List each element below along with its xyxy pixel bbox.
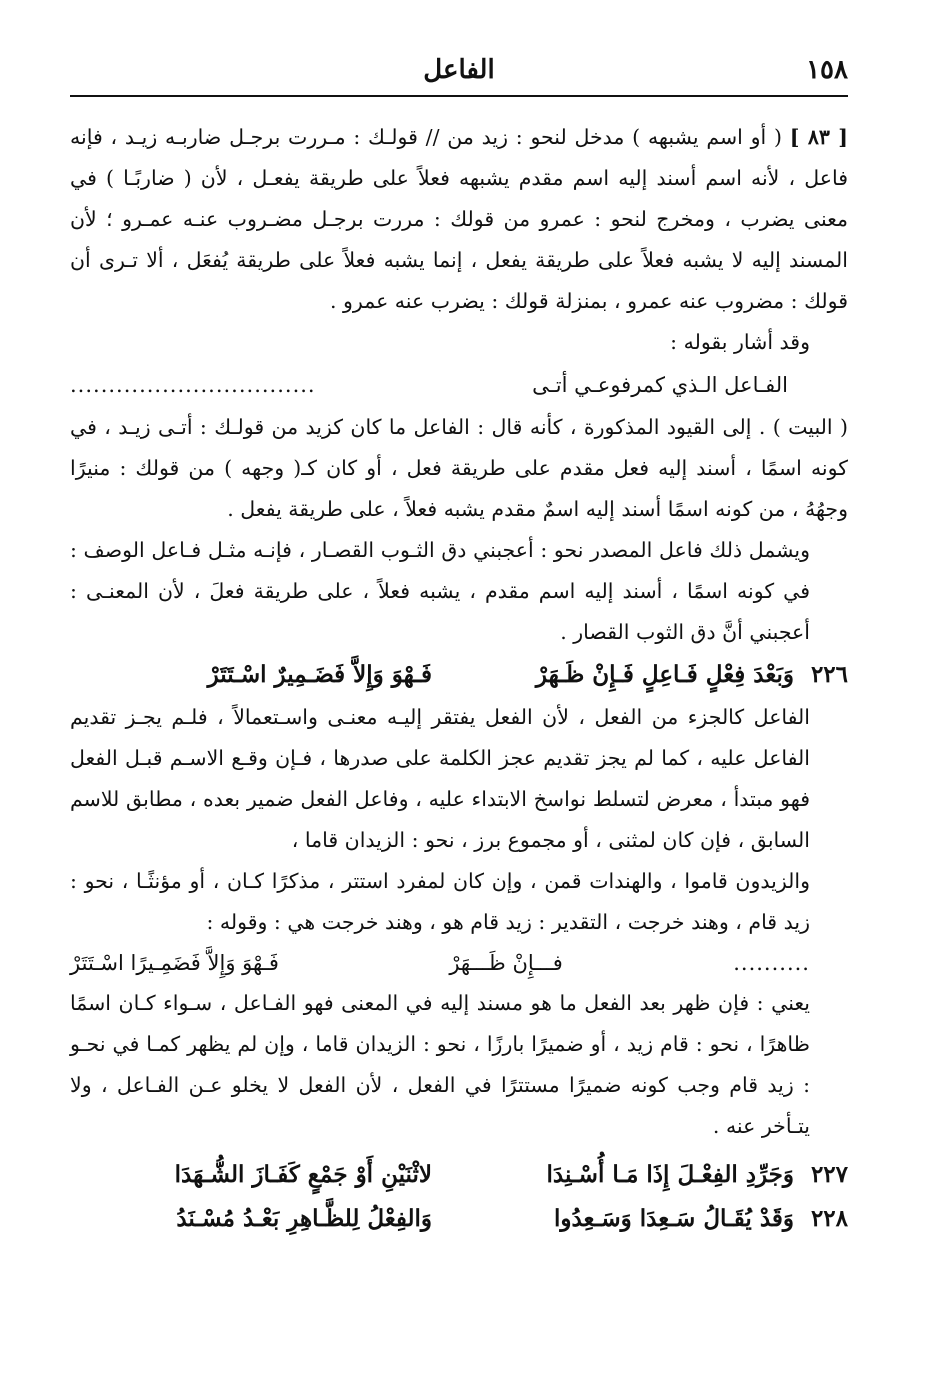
verse-second-hemistich: وَالفِعْلُ لِلظَّـاهِرِ بَعْـدُ مُسْـنَدُ <box>176 1205 432 1232</box>
verse-first-hemistich: وَقَدْ يُقَـالُ سَـعِدَا وَسَـعِدُوا <box>553 1205 794 1232</box>
verse-227 <box>70 1153 848 1197</box>
running-title: الفاعل <box>423 55 495 85</box>
verse-number: ٢٢٦ <box>810 661 848 688</box>
paragraph-explanation: ( البيت ) . إلى القيود المذكورة ، كأنه قال : الفاعل ما كان كزيد من قولـك : أتـى زيـد ، في كونه اسمًا ، أسند إليه فعل مقدم على طريقة فعل ، أو كان كـ( وجهه ) من قولك : منيرًا وجهُهُ ، من كونه اسمًا أسند إليه اسمٌ مقدم يشبه فعلاً ، على طريقة يفعل . <box>70 415 848 521</box>
paragraph-text: ( أو اسم يشبهه ) مدخل لنحو : زيد من // قولـك : مـررت برجـل ضاربـه زيـد ، فإنه فاعل ، لأنه اسم أسند إليه اسم مقدم يشبهه فعلاً على طريقة يفعـل ، لأن ( ضاربًـا ) في معنى يضرب ، ومخرج لنحو : عمرو من قولك : مررت برجـل مضـروب عنـه عمـرو ؛ لأن المسند إليه لا يشبه فعلاً على طريقة يفعل ، إنما يشبه فعلاً على طريقة يُفعَل ، ألا تـرى أن قولك : مضروب عنه عمرو ، بمنزلة قولك : يضرب عنه عمرو . <box>70 125 848 313</box>
quoted-verse-fa3il <box>70 363 848 407</box>
verse-second-hemistich: لاثْنَيْنِ أَوْ جَمْعٍ كَفَـازَ الشُّـهَدَا <box>174 1161 432 1188</box>
quoted-hemistich-second: فَـهْوَ وَإِلاَّ فَضَمِـيرًا اسْـتَتَرْ <box>70 951 279 975</box>
paragraph-fa3il-juz: الفاعل كالجزء من الفعل ، لأن الفعل يفتقر إليـه معنـى واسـتعمالاً ، فلـم يجـز تقديم الفاعل عليه ، كما لم يجز تقديم عجز الكلمة على صدرها ، فـإن وقـع الاسـم قبـل الفعل فهو مبتدأ ، معرض لتسلط نواسخ الابتداء عليه ، وفاعل الفعل ضمير بعده ، مطابق للاسم السابق ، فإن كان لمثنى ، أو مجموع برز ، نحو : الزيدان قاما ، <box>70 705 810 852</box>
ellipsis-dots: ................................ <box>70 373 316 397</box>
footnote-reference: [ ٨٣ ] <box>789 125 848 149</box>
ellipsis-dots: .......... <box>733 951 810 975</box>
body-text <box>70 117 848 1241</box>
paragraph-83 <box>70 117 848 322</box>
paragraph-intro-quote: وقد أشار بقوله : <box>670 330 810 354</box>
quoted-hemistich: الفـاعل الـذي كمرفوعـي أتـى <box>532 373 788 397</box>
verse-226 <box>70 653 848 697</box>
quoted-verse-fa-in-zahar <box>70 943 848 983</box>
verse-second-hemistich: فَـهْوَ وَإِلاَّ فَضَـمِيرٌ اسْـتَتَرْ <box>207 661 432 688</box>
quoted-hemistich-first: فـــإِنْ ظَـــهَرْ <box>449 951 563 975</box>
paragraph-masdar: ويشمل ذلك فاعل المصدر نحو : أعجبني دق الثـوب القصـار ، فإنـه مثـل فـاعل الوصف : في كونه اسمًا ، أسند إليه اسم مقدم ، يشبه فعلاً ، على طريقة فعلَ ، لأن المعنـى : أعجبني أنَّ دق الثوب القصار . <box>70 538 810 644</box>
verse-first-hemistich: وَبَعْدَ فِعْلٍ فَـاعِلٍ فَـإِنْ ظَـهَرْ <box>535 661 794 688</box>
page-number: ١٥٨ <box>806 55 848 85</box>
verse-number: ٢٢٧ <box>810 1161 848 1188</box>
paragraph-zaydun: والزيدون قاموا ، والهندات قمن ، وإن كان لمفرد استتر ، مذكرًا كـان ، أو مؤنثًـا ، نحو : زيد قام ، وهند خرجت ، التقدير : زيد قام هو ، وهند خرجت هي : وقوله : <box>70 869 810 934</box>
verse-first-hemistich: وَجَرِّدِ الفِعْـلَ إِذَا مَـا أُسْـنِدَا <box>546 1161 794 1188</box>
verse-number: ٢٢٨ <box>810 1205 848 1232</box>
book-page <box>70 55 848 1241</box>
verse-228 <box>70 1197 848 1241</box>
page-header <box>70 55 848 97</box>
paragraph-ya3ni: يعني : فإن ظهر بعد الفعل ما هو مسند إليه في المعنى فهو الفـاعل ، سـواء كـان اسمًا ظاهرًا ، نحو : قام زيد ، أو ضميرًا بارزًا ، نحو : الزيدان قاما ، وإن لم يظهر كمـا في نحـو : زيد قام وجب كونه ضميرًا مستترًا في الفعل ، لأن الفعل لا يخلو عـن الفـاعل ، ولا يتـأخر عنه . <box>70 991 810 1138</box>
